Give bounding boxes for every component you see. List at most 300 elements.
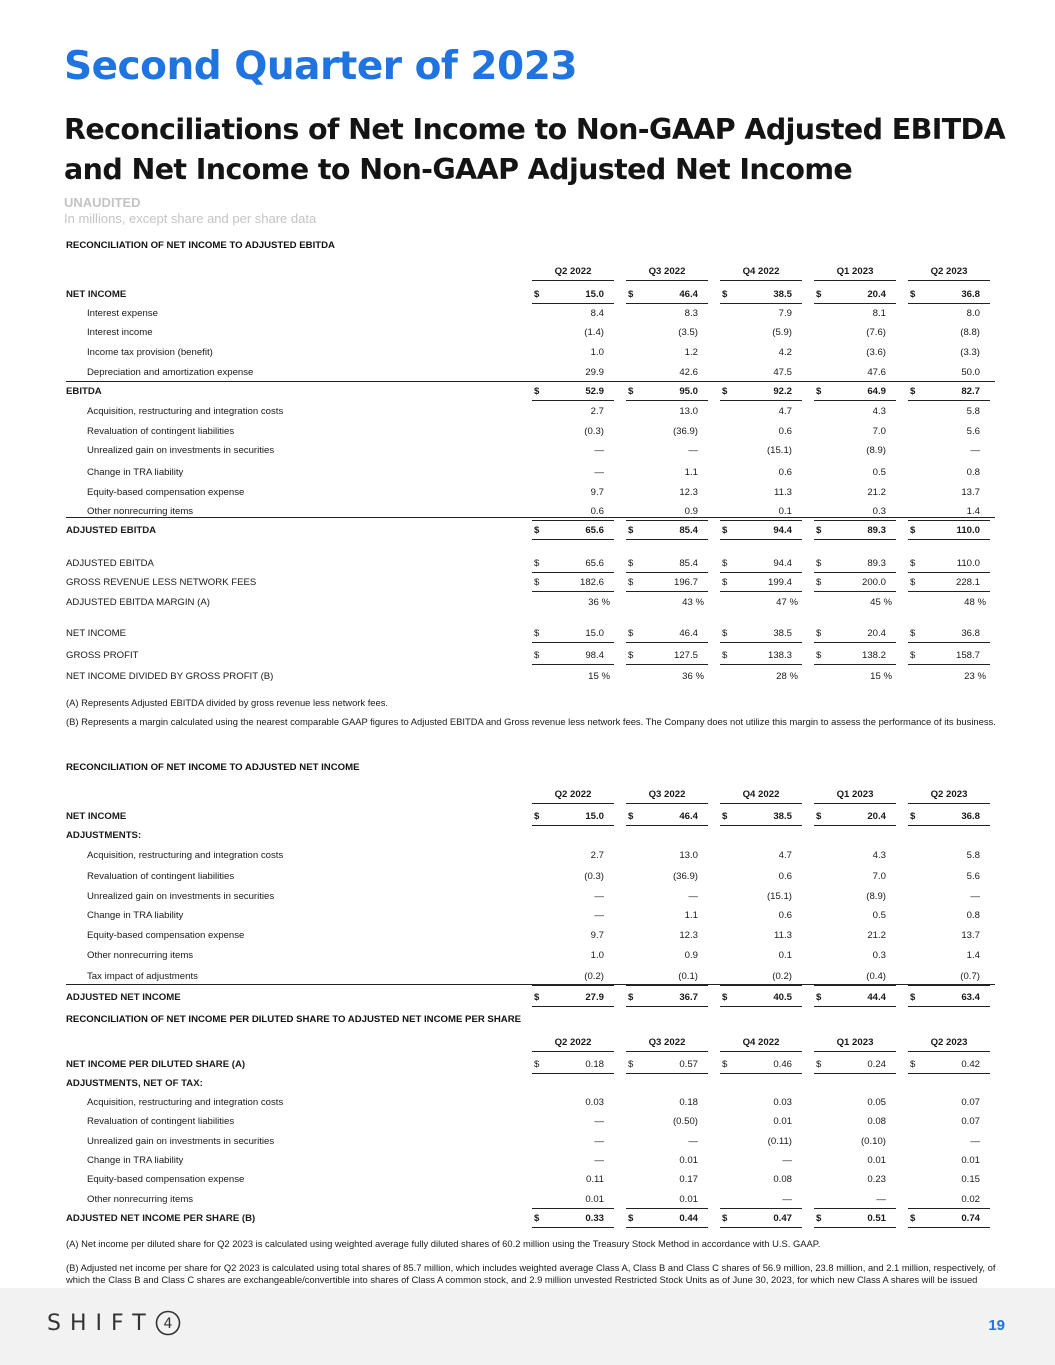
cell-value: 7.0 — [872, 426, 886, 437]
value-cell — [814, 891, 896, 905]
row-label: Equity-based compensation expense — [87, 1174, 245, 1185]
dollar-sign: $ — [816, 992, 822, 1003]
cell-value: — — [594, 1155, 604, 1166]
value-cell — [720, 930, 802, 944]
value-cell — [814, 347, 896, 361]
cell-value: (0.2) — [584, 971, 604, 982]
cell-value: 44.4 — [867, 992, 886, 1003]
value-cell — [908, 671, 990, 685]
value-cell — [532, 811, 614, 826]
table-row — [66, 989, 995, 1007]
cell-value: 15 % — [870, 671, 892, 682]
row-label: Depreciation and amortization expense — [87, 367, 254, 378]
value-cell — [814, 289, 896, 304]
cell-value: — — [688, 1136, 698, 1147]
value-cell — [908, 467, 990, 481]
cell-value: 8.1 — [872, 308, 886, 319]
value-cell — [532, 327, 614, 341]
cell-value: 38.5 — [773, 628, 792, 639]
value-cell — [720, 1078, 802, 1092]
value-cell — [720, 506, 802, 521]
dollar-sign: $ — [534, 1213, 540, 1224]
dollar-sign: $ — [816, 525, 822, 536]
value-cell — [532, 1213, 614, 1228]
cell-value: (0.4) — [866, 971, 886, 982]
cell-value: 0.17 — [679, 1174, 698, 1185]
value-cell — [908, 850, 990, 864]
logo-mark-icon — [155, 1310, 181, 1336]
value-cell — [626, 467, 708, 481]
table-row — [66, 668, 995, 686]
row-label: EBITDA — [66, 386, 102, 397]
section-title: RECONCILIATION OF NET INCOME PER DILUTED SHARE TO ADJUSTED NET INCOME PER SHARE — [66, 1014, 522, 1025]
cell-value: 12.3 — [679, 487, 698, 498]
value-cell — [532, 671, 614, 685]
row-label: Equity-based compensation expense — [87, 487, 245, 498]
value-cell — [720, 347, 802, 361]
cell-value: 0.6 — [778, 467, 792, 478]
cell-value: 0.6 — [778, 426, 792, 437]
dollar-sign: $ — [628, 289, 634, 300]
value-cell — [908, 577, 990, 592]
cell-value: 5.8 — [966, 850, 980, 861]
table-row — [66, 1094, 995, 1112]
cell-value: 46.4 — [679, 628, 698, 639]
row-label: Other nonrecurring items — [87, 506, 194, 517]
row-label: Other nonrecurring items — [87, 950, 194, 961]
value-cell — [532, 347, 614, 361]
row-label: ADJUSTMENTS: — [66, 830, 142, 841]
cell-value: 85.4 — [679, 525, 698, 536]
value-cell — [532, 1136, 614, 1150]
table-row — [66, 324, 995, 342]
dollar-sign: $ — [816, 811, 822, 822]
footnote: (B) Represents a margin calculated using the nearest comparable GAAP figures to Adjusted EBITDA and Gross revenue less network fees. The Company does not utilize this margin to assess the performance of its business. — [66, 716, 996, 727]
value-cell — [532, 1194, 614, 1209]
cell-value: (7.6) — [866, 327, 886, 338]
cell-value: 0.5 — [872, 467, 886, 478]
cell-value: (1.4) — [584, 327, 604, 338]
value-cell — [532, 1078, 614, 1092]
cell-value: 0.03 — [773, 1097, 792, 1108]
cell-value: 0.51 — [867, 1213, 886, 1224]
cell-value: 0.01 — [867, 1155, 886, 1166]
dollar-sign: $ — [534, 1059, 540, 1070]
dollar-sign: $ — [534, 992, 540, 1003]
cell-value: 95.0 — [679, 386, 698, 397]
dollar-sign: $ — [722, 650, 728, 661]
row-label: Other nonrecurring items — [87, 1194, 194, 1205]
table-row — [66, 1171, 995, 1189]
dollar-sign: $ — [816, 289, 822, 300]
row-label: Equity-based compensation expense — [87, 930, 245, 941]
table-row — [66, 1056, 995, 1074]
value-cell — [626, 1194, 708, 1209]
cell-value: 4.3 — [872, 850, 886, 861]
row-label: Interest income — [87, 327, 153, 338]
value-cell — [720, 386, 802, 401]
table-row — [66, 574, 995, 592]
cell-value: (15.1) — [766, 445, 792, 456]
value-cell — [908, 487, 990, 501]
row-label: Revaluation of contingent liabilities — [87, 426, 235, 437]
value-cell — [626, 850, 708, 864]
value-cell — [626, 406, 708, 420]
value-cell — [720, 406, 802, 420]
value-cell — [720, 992, 802, 1007]
value-cell — [814, 386, 896, 401]
table-row — [66, 647, 995, 665]
cell-value: 12.3 — [679, 930, 698, 941]
value-cell — [626, 289, 708, 304]
cell-value: (3.3) — [960, 347, 980, 358]
value-cell — [626, 367, 708, 382]
cell-value: — — [594, 445, 604, 456]
value-cell — [814, 671, 896, 685]
row-label: Revaluation of contingent liabilities — [87, 871, 235, 882]
value-cell — [814, 1136, 896, 1150]
section-divider — [66, 984, 995, 985]
dollar-sign: $ — [628, 811, 634, 822]
cell-value: 0.6 — [778, 910, 792, 921]
value-cell — [720, 577, 802, 592]
value-cell — [908, 891, 990, 905]
dollar-sign: $ — [910, 992, 916, 1003]
cell-value: — — [970, 445, 980, 456]
row-label: Unrealized gain on investments in securities — [87, 891, 275, 902]
value-cell — [532, 487, 614, 501]
cell-value: 15.0 — [585, 811, 604, 822]
cell-value: 1.0 — [590, 347, 604, 358]
row-label: Acquisition, restructuring and integration costs — [87, 1097, 284, 1108]
value-cell — [814, 327, 896, 341]
cell-value: 15.0 — [585, 628, 604, 639]
dollar-sign: $ — [910, 289, 916, 300]
cell-value: 46.4 — [679, 289, 698, 300]
cell-value: 98.4 — [585, 650, 604, 661]
value-cell — [720, 910, 802, 924]
value-cell — [532, 558, 614, 573]
cell-value: 0.3 — [872, 506, 886, 517]
cell-value: 89.3 — [867, 525, 886, 536]
cell-value: — — [782, 1194, 792, 1205]
dollar-sign: $ — [910, 1059, 916, 1070]
value-cell — [720, 628, 802, 643]
table-row — [66, 383, 995, 401]
cell-value: — — [594, 1136, 604, 1147]
value-cell — [814, 811, 896, 826]
dollar-sign: $ — [816, 558, 822, 569]
cell-value: 1.2 — [684, 347, 698, 358]
cell-value: 1.0 — [590, 950, 604, 961]
value-cell — [908, 811, 990, 826]
footnote: (A) Net income per diluted share for Q2 2023 is calculated using weighted average fully diluted shares of 60.2 million using the Treasury Stock Method in accordance with U.S. GAAP. — [66, 1238, 821, 1249]
value-cell — [626, 992, 708, 1007]
row-label: Acquisition, restructuring and integration costs — [87, 406, 284, 417]
value-cell — [814, 445, 896, 459]
cell-value: 0.15 — [961, 1174, 980, 1185]
cell-value: (0.3) — [584, 426, 604, 437]
cell-value: 8.0 — [966, 308, 980, 319]
dollar-sign: $ — [910, 628, 916, 639]
cell-value: 13.7 — [961, 930, 980, 941]
cell-value: 92.2 — [773, 386, 792, 397]
cell-value: — — [688, 445, 698, 456]
value-cell — [626, 1059, 708, 1074]
cell-value: 13.7 — [961, 487, 980, 498]
value-cell — [532, 525, 614, 540]
value-cell — [908, 506, 990, 521]
value-cell — [626, 525, 708, 540]
cell-value: (0.10) — [860, 1136, 886, 1147]
dollar-sign: $ — [534, 386, 540, 397]
value-cell — [532, 1174, 614, 1188]
row-label: Tax impact of adjustments — [87, 971, 198, 982]
dollar-sign: $ — [534, 650, 540, 661]
dollar-sign: $ — [722, 558, 728, 569]
cell-value: 36 % — [588, 597, 610, 608]
table-row — [66, 927, 995, 945]
value-cell — [814, 597, 896, 611]
units-note: In millions, except share and per share data — [64, 211, 317, 226]
value-cell — [532, 871, 614, 885]
value-cell — [720, 1059, 802, 1074]
cell-value: 36 % — [682, 671, 704, 682]
table-row — [66, 403, 995, 421]
row-label: GROSS PROFIT — [66, 650, 139, 661]
cell-value: 0.07 — [961, 1097, 980, 1108]
value-cell — [626, 1136, 708, 1150]
value-cell — [908, 830, 990, 844]
cell-value: 47.5 — [773, 367, 792, 378]
cell-value: 21.2 — [867, 930, 886, 941]
value-cell — [626, 830, 708, 844]
column-header: Q2 2023 — [908, 789, 990, 804]
cell-value: (0.11) — [767, 1136, 792, 1147]
cell-value: — — [876, 1194, 886, 1205]
column-header: Q3 2022 — [626, 789, 708, 804]
value-cell — [908, 597, 990, 611]
value-cell — [532, 577, 614, 592]
table-row — [66, 1210, 995, 1228]
value-cell — [626, 1213, 708, 1228]
dollar-sign: $ — [628, 558, 634, 569]
table-row — [66, 847, 995, 865]
section-divider — [66, 381, 995, 382]
row-label: NET INCOME — [66, 811, 127, 822]
cell-value: 45 % — [870, 597, 892, 608]
value-cell — [908, 910, 990, 924]
value-cell — [814, 506, 896, 521]
dollar-sign: $ — [628, 992, 634, 1003]
value-cell — [814, 830, 896, 844]
row-label: Income tax provision (benefit) — [87, 347, 213, 358]
value-cell — [532, 1059, 614, 1074]
value-cell — [720, 1213, 802, 1228]
table-row — [66, 484, 995, 502]
table-row — [66, 1075, 995, 1093]
section-divider — [66, 517, 995, 518]
cell-value: 8.4 — [590, 308, 604, 319]
value-cell — [908, 1213, 990, 1228]
value-cell — [626, 347, 708, 361]
value-cell — [720, 487, 802, 501]
cell-value: 228.1 — [955, 577, 980, 588]
cell-value: 0.9 — [684, 506, 698, 517]
row-label: ADJUSTED NET INCOME — [66, 992, 181, 1003]
value-cell — [814, 992, 896, 1007]
cell-value: 127.5 — [673, 650, 698, 661]
table-row — [66, 442, 995, 460]
row-label: NET INCOME PER DILUTED SHARE (A) — [66, 1059, 246, 1070]
value-cell — [908, 289, 990, 304]
cell-value: 36.8 — [961, 811, 980, 822]
cell-value: 110.0 — [956, 525, 980, 536]
table-row — [66, 503, 995, 521]
cell-value: (0.7) — [960, 971, 980, 982]
cell-value: (5.9) — [772, 327, 792, 338]
cell-value: 4.7 — [778, 850, 792, 861]
cell-value: (0.2) — [772, 971, 792, 982]
cell-value: 48 % — [964, 597, 986, 608]
cell-value: 13.0 — [679, 406, 698, 417]
table-row — [66, 423, 995, 441]
dollar-sign: $ — [534, 811, 540, 822]
row-label: Unrealized gain on investments in securities — [87, 445, 275, 456]
table-row — [66, 808, 995, 826]
cell-value: 28 % — [776, 671, 798, 682]
value-cell — [720, 811, 802, 826]
value-cell — [814, 1174, 896, 1188]
row-label: NET INCOME DIVIDED BY GROSS PROFIT (B) — [66, 671, 274, 682]
row-label: ADJUSTED EBITDA MARGIN (A) — [66, 597, 210, 608]
value-cell — [720, 1116, 802, 1130]
page-title: Second Quarter of 2023 — [64, 44, 577, 89]
value-cell — [720, 426, 802, 440]
table-row — [66, 594, 995, 612]
value-cell — [908, 1194, 990, 1209]
cell-value: — — [594, 891, 604, 902]
value-cell — [908, 1059, 990, 1074]
table-row — [66, 555, 995, 573]
table-row — [66, 305, 995, 323]
cell-value: 0.57 — [679, 1059, 698, 1070]
column-header: Q2 2022 — [532, 1037, 614, 1052]
value-cell — [908, 1097, 990, 1111]
value-cell — [814, 308, 896, 322]
value-cell — [720, 891, 802, 905]
value-cell — [626, 327, 708, 341]
cell-value: 0.01 — [679, 1194, 698, 1205]
table-row — [66, 625, 995, 643]
cell-value: 21.2 — [867, 487, 886, 498]
dollar-sign: $ — [722, 577, 728, 588]
dollar-sign: $ — [534, 525, 540, 536]
cell-value: 0.47 — [773, 1213, 792, 1224]
value-cell — [626, 506, 708, 521]
cell-value: 0.5 — [872, 910, 886, 921]
dollar-sign: $ — [628, 525, 634, 536]
cell-value: 0.8 — [966, 467, 980, 478]
cell-value: 138.2 — [861, 650, 886, 661]
column-header: Q1 2023 — [814, 1037, 896, 1052]
value-cell — [814, 930, 896, 944]
value-cell — [908, 1078, 990, 1092]
value-cell — [908, 1155, 990, 1169]
dollar-sign: $ — [816, 1059, 822, 1070]
cell-value: 5.6 — [966, 871, 980, 882]
dollar-sign: $ — [534, 577, 540, 588]
value-cell — [532, 597, 614, 611]
cell-value: 9.7 — [590, 487, 604, 498]
cell-value: 36.8 — [961, 289, 980, 300]
row-label: Change in TRA liability — [87, 467, 184, 478]
cell-value: 65.6 — [585, 558, 604, 569]
value-cell — [720, 467, 802, 481]
column-header: Q1 2023 — [814, 266, 896, 281]
cell-value: 0.9 — [684, 950, 698, 961]
table-row — [66, 344, 995, 362]
cell-value: 42.6 — [679, 367, 698, 378]
value-cell — [720, 327, 802, 341]
dollar-sign: $ — [910, 386, 916, 397]
value-cell — [626, 650, 708, 665]
value-cell — [532, 289, 614, 304]
value-cell — [814, 467, 896, 481]
table-row — [66, 522, 995, 540]
value-cell — [720, 671, 802, 685]
cell-value: 0.42 — [961, 1059, 980, 1070]
row-label: ADJUSTED EBITDA — [66, 558, 154, 569]
cell-value: 2.7 — [590, 850, 604, 861]
value-cell — [532, 930, 614, 944]
cell-value: 0.24 — [867, 1059, 886, 1070]
dollar-sign: $ — [910, 811, 916, 822]
value-cell — [720, 445, 802, 459]
value-cell — [626, 426, 708, 440]
value-cell — [908, 386, 990, 401]
cell-value: 46.4 — [679, 811, 698, 822]
dollar-sign: $ — [628, 577, 634, 588]
dollar-sign: $ — [722, 1213, 728, 1224]
row-label: Acquisition, restructuring and integration costs — [87, 850, 284, 861]
cell-value: 5.6 — [966, 426, 980, 437]
value-cell — [720, 1194, 802, 1209]
value-cell — [908, 525, 990, 540]
unaudited-label: UNAUDITED — [64, 195, 141, 210]
value-cell — [908, 1174, 990, 1188]
dollar-sign: $ — [628, 1059, 634, 1070]
dollar-sign: $ — [816, 650, 822, 661]
dollar-sign: $ — [910, 577, 916, 588]
logo-mark-text: 4 — [163, 1316, 173, 1332]
value-cell — [532, 426, 614, 440]
cell-value: 0.1 — [778, 950, 792, 961]
dollar-sign: $ — [628, 650, 634, 661]
row-label: Change in TRA liability — [87, 1155, 184, 1166]
logo-text: SHIFT — [47, 1310, 155, 1336]
value-cell — [814, 487, 896, 501]
dollar-sign: $ — [628, 1213, 634, 1224]
cell-value: — — [782, 1155, 792, 1166]
cell-value: 23 % — [964, 671, 986, 682]
value-cell — [626, 1097, 708, 1111]
value-cell — [908, 308, 990, 322]
cell-value: 4.3 — [872, 406, 886, 417]
dollar-sign: $ — [910, 650, 916, 661]
value-cell — [814, 577, 896, 592]
cell-value: (0.3) — [584, 871, 604, 882]
